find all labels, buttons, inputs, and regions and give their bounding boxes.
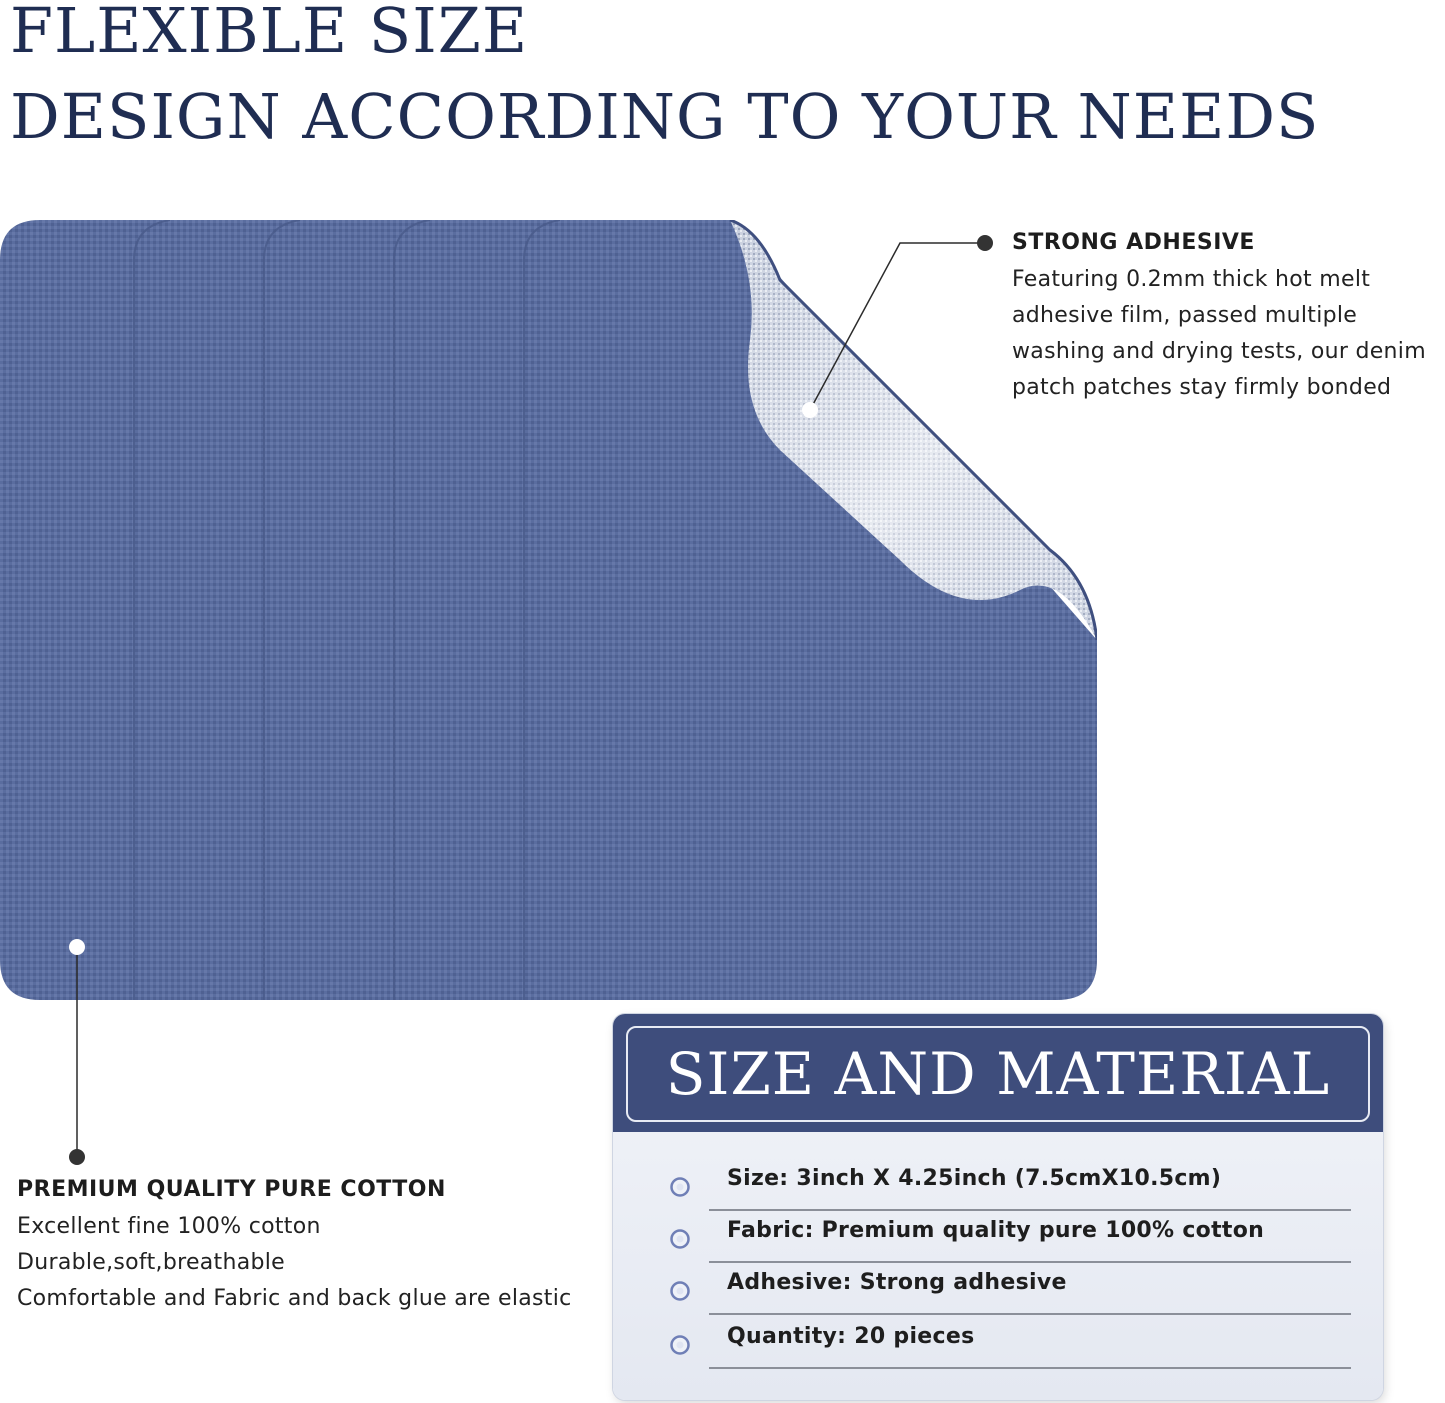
headline-line-1: FLEXIBLE SIZE xyxy=(10,0,529,67)
ring-bullet-icon xyxy=(669,1280,691,1302)
panel-header-frame xyxy=(626,1026,1370,1122)
headline-line-2: DESIGN ACCORDING TO YOUR NEEDS xyxy=(10,80,1320,153)
spec-divider xyxy=(709,1209,1351,1211)
panel-header xyxy=(613,1014,1383,1132)
panel-title: SIZE AND MATERIAL xyxy=(665,1040,1331,1108)
spec-item-adhesive xyxy=(663,1266,1353,1318)
adhesive-callout-line: patch patches stay firmly bonded xyxy=(1012,375,1392,400)
cotton-callout-line: Comfortable and Fabric and back glue are elastic xyxy=(17,1286,572,1311)
denim-patch-image xyxy=(0,220,1097,1000)
denim-patch-body xyxy=(0,220,1097,1000)
cotton-callout-title: PREMIUM QUALITY PURE COTTON xyxy=(17,1177,446,1202)
ring-bullet-icon xyxy=(669,1228,691,1250)
adhesive-callout-line: adhesive film, passed multiple xyxy=(1012,303,1358,328)
spec-item-text: Size: 3inch X 4.25inch (7.5cmX10.5cm) xyxy=(727,1166,1222,1191)
adhesive-callout-title: STRONG ADHESIVE xyxy=(1012,230,1255,255)
cotton-callout-line: Excellent fine 100% cotton xyxy=(17,1214,321,1239)
spec-item-quantity xyxy=(663,1320,1353,1372)
spec-item-fabric xyxy=(663,1214,1353,1266)
adhesive-callout-line: Featuring 0.2mm thick hot melt xyxy=(1012,267,1371,292)
adhesive-callout-line: washing and drying tests, our denim xyxy=(1012,339,1426,364)
ring-bullet-icon xyxy=(669,1334,691,1356)
spec-divider xyxy=(709,1261,1351,1263)
spec-item-size xyxy=(663,1162,1353,1214)
size-material-panel xyxy=(613,1014,1383,1400)
spec-item-text: Quantity: 20 pieces xyxy=(727,1324,975,1349)
spec-item-text: Fabric: Premium quality pure 100% cotton xyxy=(727,1218,1265,1243)
cotton-callout-line: Durable,soft,breathable xyxy=(17,1250,286,1275)
spec-divider xyxy=(709,1313,1351,1315)
spec-item-text: Adhesive: Strong adhesive xyxy=(727,1270,1067,1295)
spec-divider xyxy=(709,1367,1351,1369)
ring-bullet-icon xyxy=(669,1176,691,1198)
